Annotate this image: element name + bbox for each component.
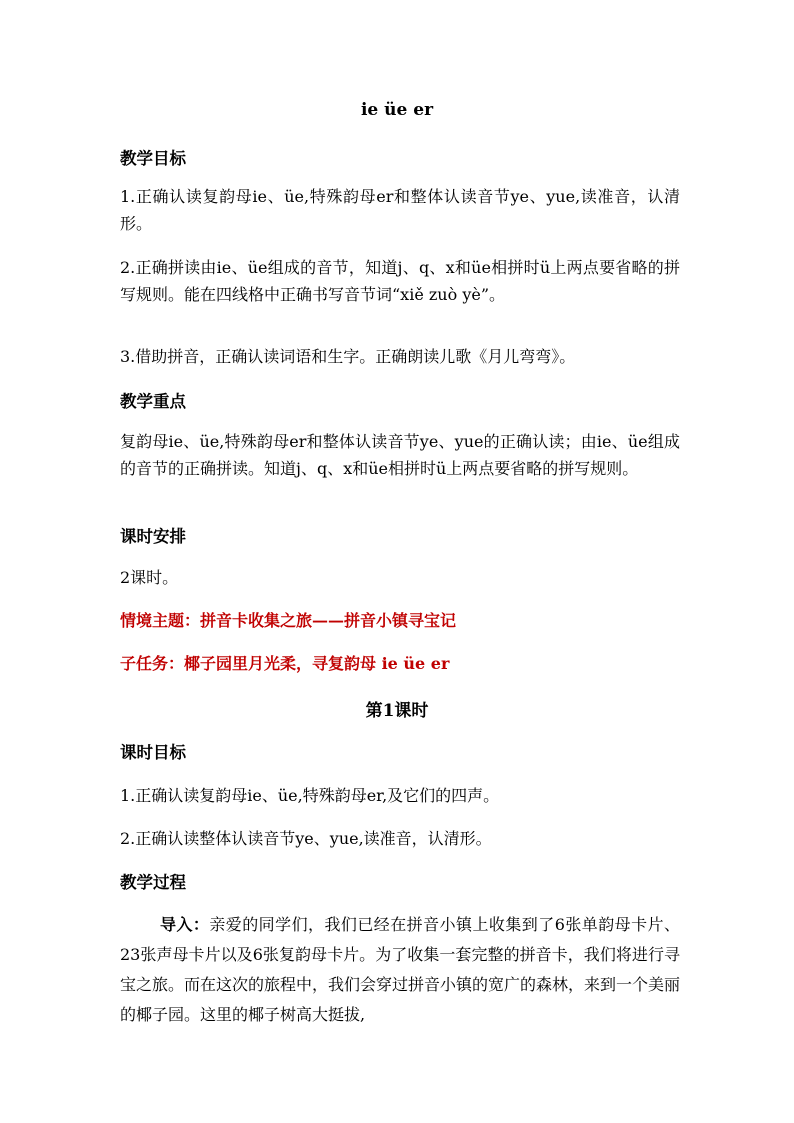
intro-text: 亲爱的同学们，我们已经在拼音小镇上收集到了6张单韵母卡片、23张声母卡片以及6张复韵母卡片。为了收集一套完整的拼音卡，我们将进行寻宝之旅。而在这次的旅程中，我们会穿过拼音小镇的宽广的森林，来到一个美丽的椰子园。这里的椰子树高大挺拔, bbox=[120, 915, 681, 1024]
lesson-1-heading: 第1课时 bbox=[365, 701, 429, 721]
document-title: ie üe er bbox=[360, 100, 434, 120]
teaching-focus-heading: 教学重点 bbox=[120, 392, 186, 411]
schedule-text: 2课时。 bbox=[120, 568, 179, 587]
goal-2: 2.正确拼读由ie、üe组成的音节，知道j、q、x和üe相拼时ü上两点要省略的拼写规则。能在四线格中正确书写音节词“xiě zuò yè”。 bbox=[120, 258, 680, 304]
lesson-goal-2: 2.正确认读整体认读音节ye、yue,读准音，认清形。 bbox=[120, 829, 492, 848]
lesson-goal-1: 1.正确认读复韵母ie、üe,特殊韵母er,及它们的四声。 bbox=[120, 786, 500, 805]
goal-1: 1.正确认读复韵母ie、üe,特殊韵母er和整体认读音节ye、yue,读准音，认清形。 bbox=[120, 187, 680, 233]
schedule-heading: 课时安排 bbox=[120, 527, 186, 546]
goal-3: 3.借助拼音，正确认读词语和生字。正确朗读儿歌《月儿弯弯》。 bbox=[120, 347, 576, 366]
subtask-text: 子任务：椰子园里月光柔，寻复韵母 ie üe er bbox=[120, 654, 450, 673]
theme-text: 情境主题：拼音卡收集之旅——拼音小镇寻宝记 bbox=[120, 611, 457, 630]
intro-label: 导入： bbox=[160, 915, 210, 934]
teaching-focus-text: 复韵母ie、üe,特殊韵母er和整体认读音节ye、yue的正确认读；由ie、üe组成的音节的正确拼读。知道j、q、x和üe相拼时ü上两点要省略的拼写规则。 bbox=[120, 432, 680, 478]
teaching-process-heading: 教学过程 bbox=[120, 873, 186, 892]
teaching-goals-heading: 教学目标 bbox=[120, 149, 186, 168]
lesson-goals-heading: 课时目标 bbox=[120, 743, 186, 762]
intro-paragraph bbox=[120, 910, 680, 1030]
